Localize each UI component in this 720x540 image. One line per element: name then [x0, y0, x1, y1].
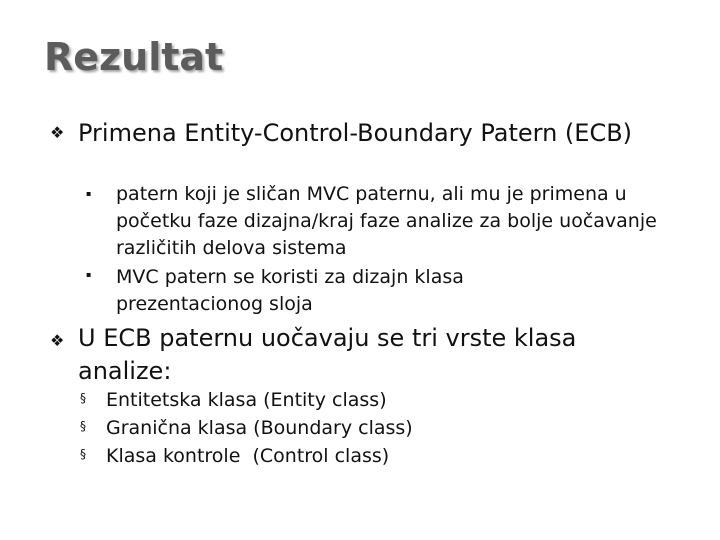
- square-bullet-icon: ▪: [86, 270, 92, 279]
- diamond-bullet-icon: ❖: [50, 123, 65, 142]
- sub-bullet-2-3-text: Klasa kontrole (Control class): [106, 445, 390, 467]
- diamond-bullet-icon: ❖: [50, 331, 65, 350]
- section-bullet-icon: §: [80, 447, 86, 461]
- square-bullet-icon: ▪: [86, 189, 92, 198]
- slide-title: Rezultat: [44, 35, 224, 79]
- section-bullet-icon: §: [80, 419, 86, 433]
- bullet-1-text: Primena Entity-Control-Boundary Patern (ECB): [78, 119, 633, 147]
- section-bullet-icon: §: [80, 391, 86, 405]
- bullet-2-text: U ECB paternu uočavaju se tri vrste klasa analize:: [78, 324, 577, 385]
- sub-bullet-1-1-text: patern koji je sličan MVC paternu, ali mu je primena u početku faze dizajna/kraj faze analize za bolje uočavanje različitih delova sistema: [116, 183, 657, 259]
- sub-bullet-2-2-text: Granična klasa (Boundary class): [106, 417, 413, 439]
- sub-bullet-1-2-text: MVC patern se koristi za dizajn klasa prezentacionog sloja: [116, 266, 464, 315]
- sub-bullet-2-1-text: Entitetska klasa (Entity class): [106, 389, 387, 411]
